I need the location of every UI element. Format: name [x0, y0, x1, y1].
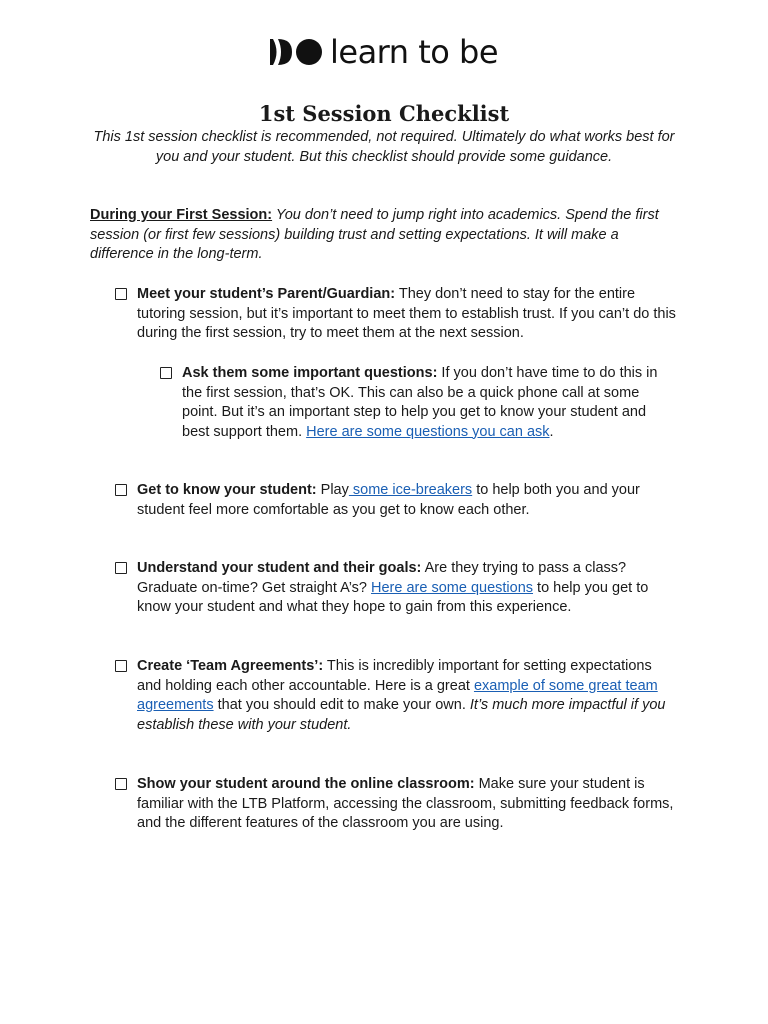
item-label: Show your student around the online classroom:: [137, 776, 475, 792]
item-description-end: that you should edit to make your own.: [213, 697, 470, 713]
questions-link[interactable]: Here are some questions you can ask: [306, 423, 550, 440]
checklist-item-text: [137, 481, 679, 520]
item-label: Meet your student’s Parent/Guardian:: [137, 286, 396, 302]
item-description: This is incredibly important for setting expectations and holding each other accountable. Here is a great: [137, 658, 652, 694]
first-session-paragraph: [90, 206, 678, 265]
checklist-item-text: [137, 775, 679, 834]
checklist-item-know-student: [115, 481, 679, 520]
checkbox[interactable]: [115, 484, 127, 496]
goals-questions-link[interactable]: Here are some questions: [371, 579, 534, 596]
item-description-end: to help you get to know your student and what they hope to gain from this experience.: [137, 579, 649, 615]
item-description-end: to help both you and your student feel more comfortable as you get to know each other.: [137, 482, 640, 518]
logo-text: learn to be: [329, 33, 499, 71]
checklist-item-text: [137, 559, 679, 618]
item-description: Are they trying to pass a class? Graduate on-time? Get straight A’s?: [137, 560, 627, 596]
logo-mark-icon: [270, 38, 322, 66]
item-description: Make sure your student is familiar with the LTB Platform, accessing the classroom, submitting feedback forms, and the different features of the classroom you are using.: [137, 776, 674, 831]
checklist-item-team-agreements: [115, 657, 679, 735]
ice-breakers-link[interactable]: some ice-breakers: [348, 482, 473, 498]
checklist-item-parent: [115, 285, 679, 344]
first-session-text: You don’t need to jump right into academics. Spend the first session (or first few sessions) building trust and setting expectations. It will make a difference in the long-term.: [90, 207, 659, 262]
page-title: 1st Session Checklist: [258, 101, 510, 126]
item-label: Understand your student and their goals:: [137, 560, 422, 576]
checklist-item-goals: [115, 559, 679, 618]
checkbox[interactable]: [115, 778, 127, 790]
item-label: Ask them some important questions:: [182, 365, 438, 381]
checkbox[interactable]: [160, 367, 172, 379]
checkbox[interactable]: [115, 562, 127, 574]
checklist-item-questions: [160, 364, 674, 442]
checklist-item-classroom: [115, 775, 679, 834]
item-description: They don’t need to stay for the entire tutoring session, but it’s important to meet them to establish trust. If you can’t do this during the first session, try to meet them at the next session.: [137, 286, 676, 341]
learn-to-be-logo: [0, 33, 768, 71]
item-label: Create ‘Team Agreements’:: [137, 658, 324, 674]
checklist-item-text: [182, 364, 674, 442]
checkbox[interactable]: [115, 660, 127, 672]
team-agreements-link[interactable]: example of some great team agreements: [137, 677, 658, 713]
checklist-item-text: [137, 285, 679, 344]
item-emphasis: It’s much more impactful if you establish these with your student.: [137, 697, 666, 733]
item-punctuation: .: [549, 423, 554, 440]
checklist-item-text: [137, 657, 679, 735]
checkbox[interactable]: [115, 288, 127, 300]
item-description: Play: [316, 482, 349, 498]
item-label: Get to know your student:: [137, 482, 317, 498]
item-description: If you don’t have time to do this in the first session, that’s OK. This can also be a quick phone call at some point. But it’s an important step to help you get to know your student and best support them.: [182, 365, 658, 440]
intro-text: This 1st session checklist is recommended, not required. Ultimately do what works best for you and your student. But this checklist should provide some guidance.: [93, 129, 675, 165]
first-session-heading: During your First Session:: [90, 207, 273, 223]
